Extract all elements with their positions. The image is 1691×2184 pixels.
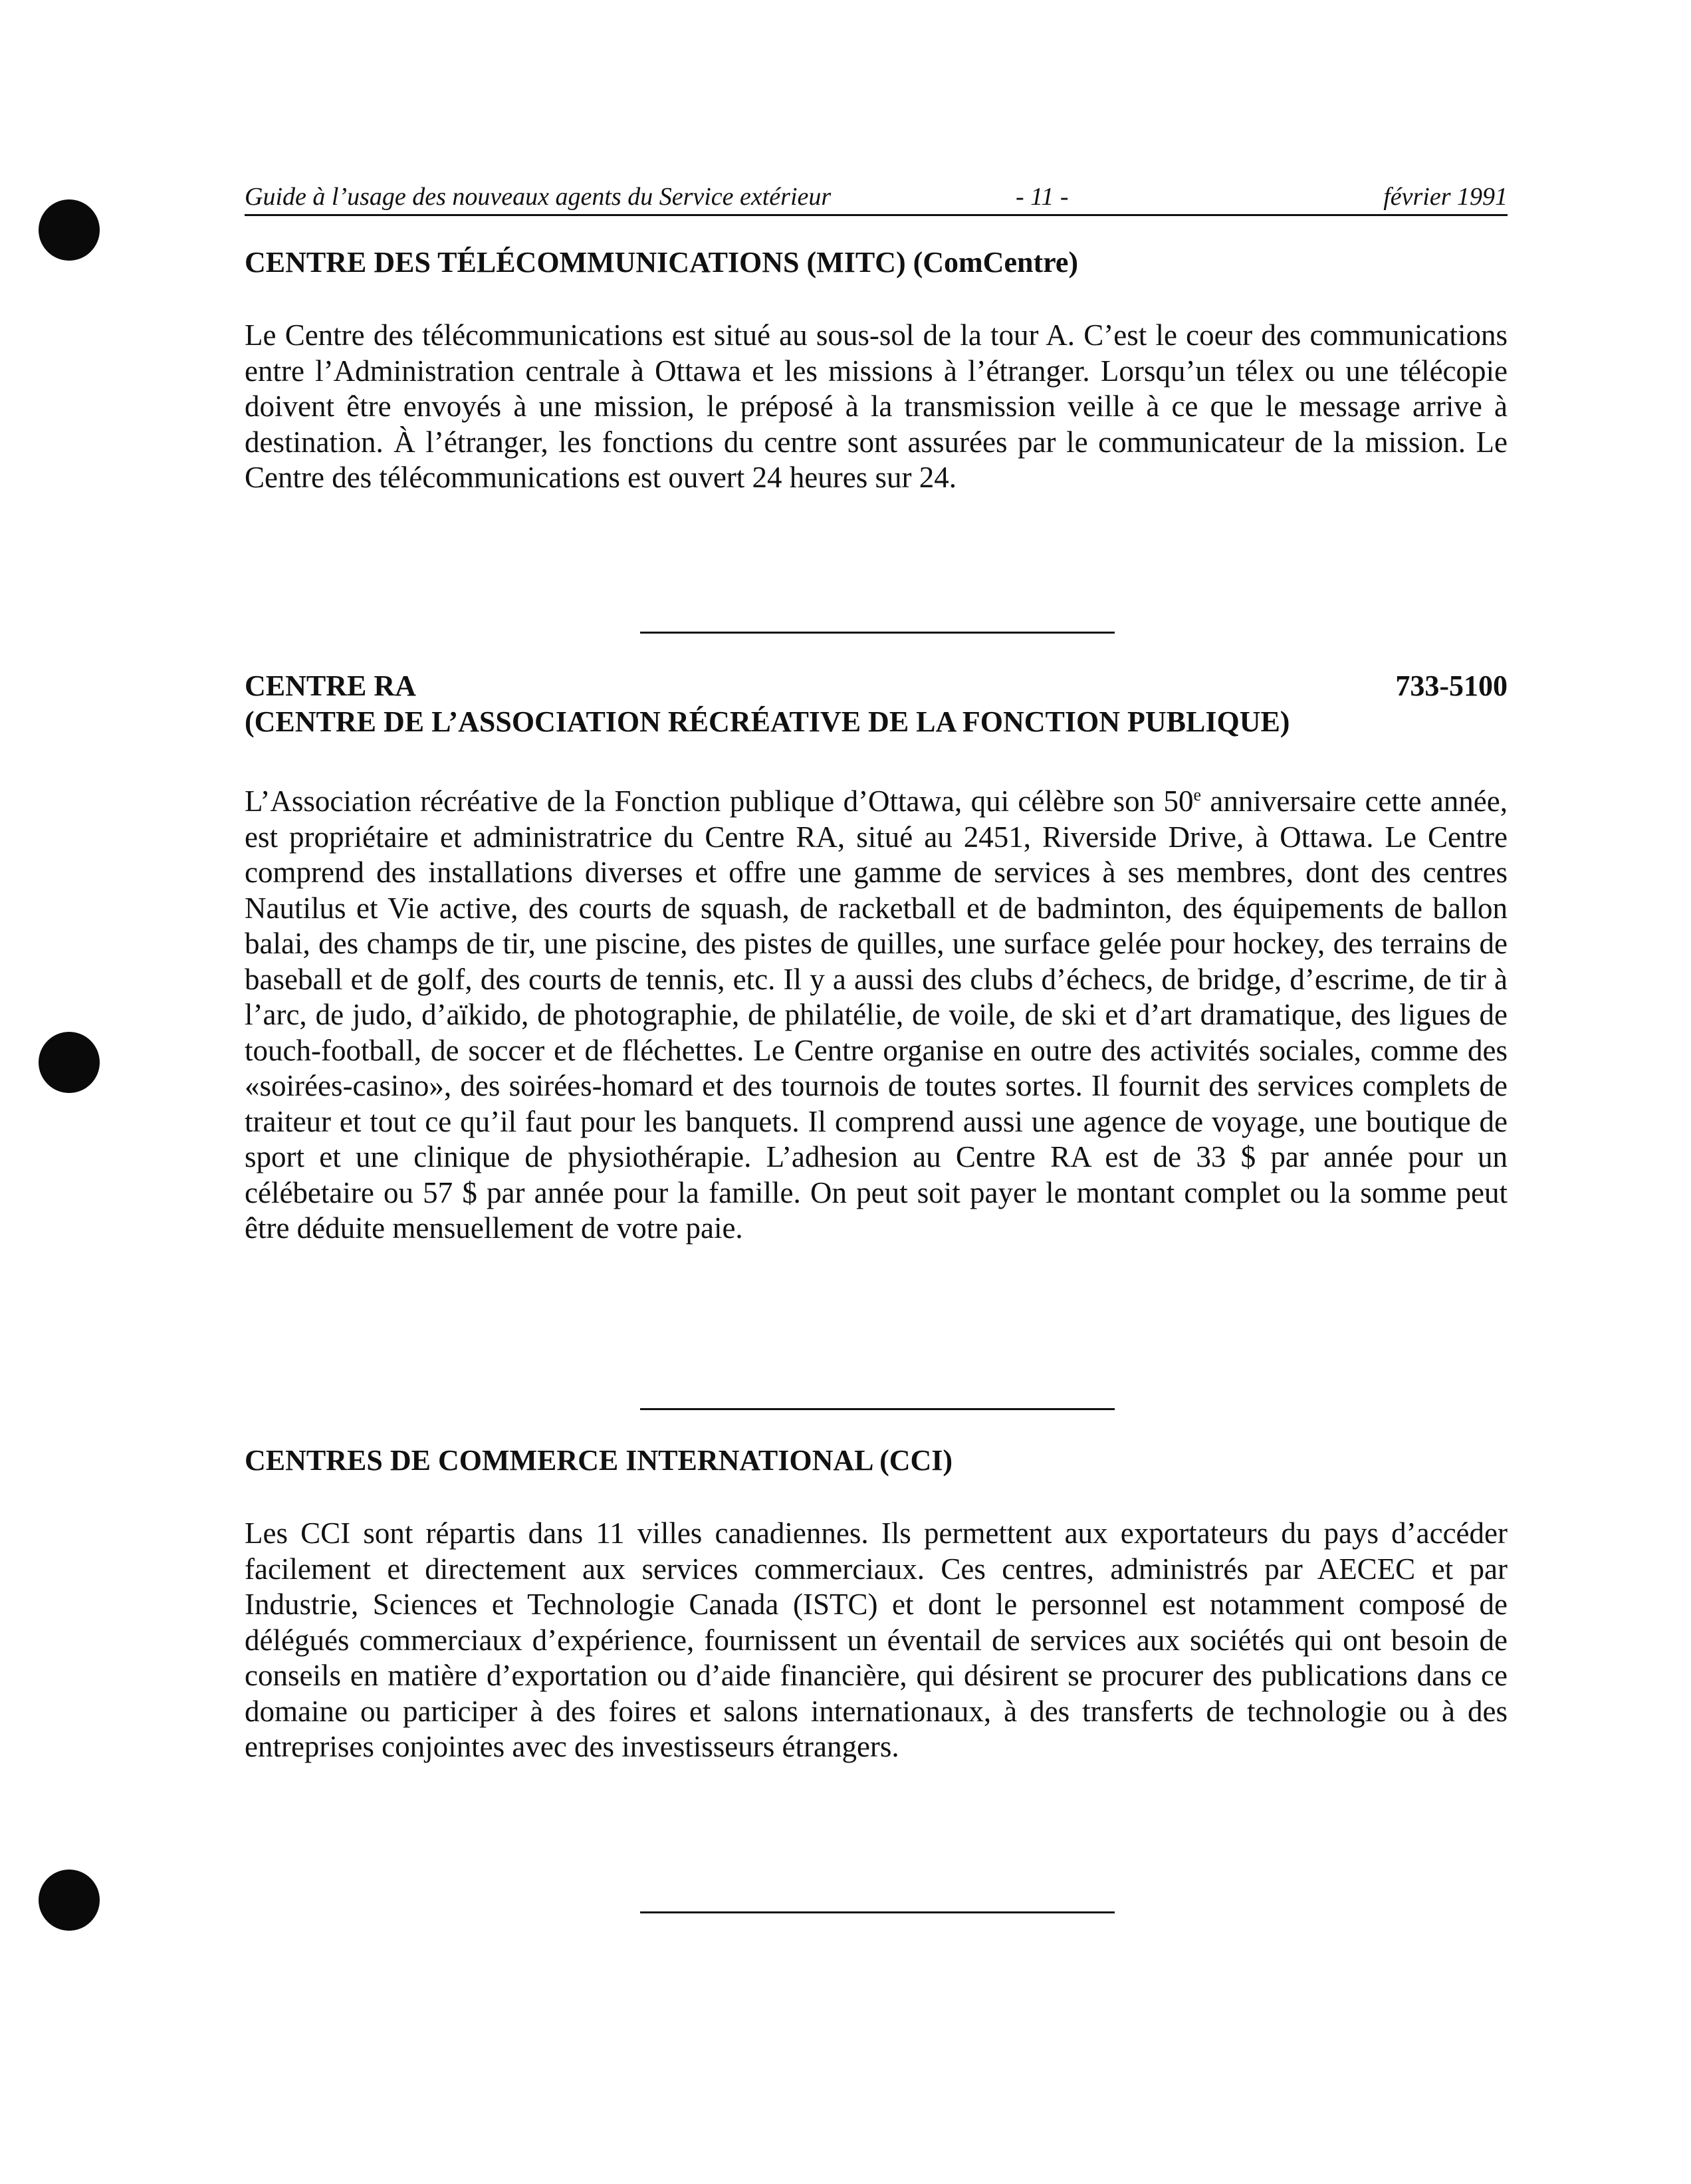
section-heading: CENTRE DES TÉLÉCOMMUNICATIONS (MITC) (ComCentre): [245, 246, 1079, 279]
punch-hole-middle: [39, 1032, 100, 1093]
ordinal-superscript: e: [1193, 785, 1202, 804]
body-text-start: L’Association récréative de la Fonction publique d’Ottawa, qui célèbre son 50: [245, 785, 1194, 818]
section-body: [245, 777, 1508, 1247]
phone-number: 733-5100: [1395, 669, 1508, 702]
header-date: février 1991: [1383, 183, 1508, 211]
section-telecommunications: [245, 245, 1508, 496]
punch-hole-bottom: [39, 1870, 100, 1931]
section-divider: [640, 632, 1115, 634]
header-title: Guide à l’usage des nouveaux agents du Service extérieur: [245, 183, 832, 211]
section-heading: CENTRE RA: [245, 669, 416, 702]
section-divider: [640, 1911, 1115, 1913]
section-subheading: (CENTRE DE L’ASSOCIATION RÉCRÉATIVE DE LA FONCTION PUBLIQUE): [245, 705, 1290, 738]
punch-hole-top: [39, 199, 100, 261]
page-header: [245, 180, 1508, 216]
body-text-rest: anniversaire cette année, est propriétaire et administratrice du Centre RA, situé au 2451, Riverside Drive, à Ottawa. Le Centre comprend des installations diverses et offre une gamme de services à ses membres, dont des centres Nautilus et Vie active, des courts de squash, de racketball et de badminton, des équipements de ballon balai, des champs de tir, une piscine, des pistes de quilles, une surface gelée pour hockey, des terrains de baseball et de golf, des courts de tennis, etc. Il y a aussi des clubs d’échecs, de bridge, d’escrime, de tir à l’arc, de judo, d’aïkido, de photographie, de philatélie, de voile, de ski et d’art dramatique, des ligues de touch-football, de soccer et de fléchettes. Le Centre organise en outre des activités sociales, comme des «soirées-casino», des soirées-homard et des tournois de toutes sortes. Il fournit des services complets de traiteur et tout ce qu’il faut pour les banquets. Il comprend aussi une agence de voyage, une boutique de sport et une clinique de physiothérapie. L’adhesion au Centre RA est de 33 $ par année pour un célébetaire ou 57 $ par année pour la famille. On peut soit payer le montant complet ou la somme peut être déduite mensuellement de votre paie.: [245, 785, 1508, 1245]
heading-row: [245, 668, 1508, 704]
section-centre-ra: [245, 668, 1508, 1247]
section-heading: CENTRES DE COMMERCE INTERNATIONAL (CCI): [245, 1444, 953, 1477]
section-divider: [640, 1408, 1115, 1410]
section-commerce-international: [245, 1443, 1508, 1765]
section-body: Le Centre des télécommunications est situé au sous-sol de la tour A. C’est le coeur des communications entre l’Administration centrale à Ottawa et les missions à l’étranger. Lorsqu’un télex ou une télécopie doivent être envoyés à une mission, le préposé à la transmission veille à ce que le message arrive à destination. À l’étranger, les fonctions du centre sont assurées par le communicateur de la mission. Le Centre des télécommunications est ouvert 24 heures sur 24.: [245, 318, 1508, 494]
page-number: - 11 -: [1016, 183, 1069, 211]
section-body: Les CCI sont répartis dans 11 villes canadiennes. Ils permettent aux exportateurs du pays d’accéder facilement et directement aux services commerciaux. Ces centres, administrés par AECEC et par Industrie, Sciences et Technologie Canada (ISTC) et dont le personnel est notamment composé de délégués commerciaux d’expérience, fournissent un éventail de services aux sociétés qui ont besoin de conseils en matière d’exportation ou d’aide financière, qui désirent se procurer des publications dans ce domaine ou participer à des foires et salons internationaux, à des transferts de technologie ou à des entreprises conjointes avec des investisseurs étrangers.: [245, 1517, 1508, 1763]
